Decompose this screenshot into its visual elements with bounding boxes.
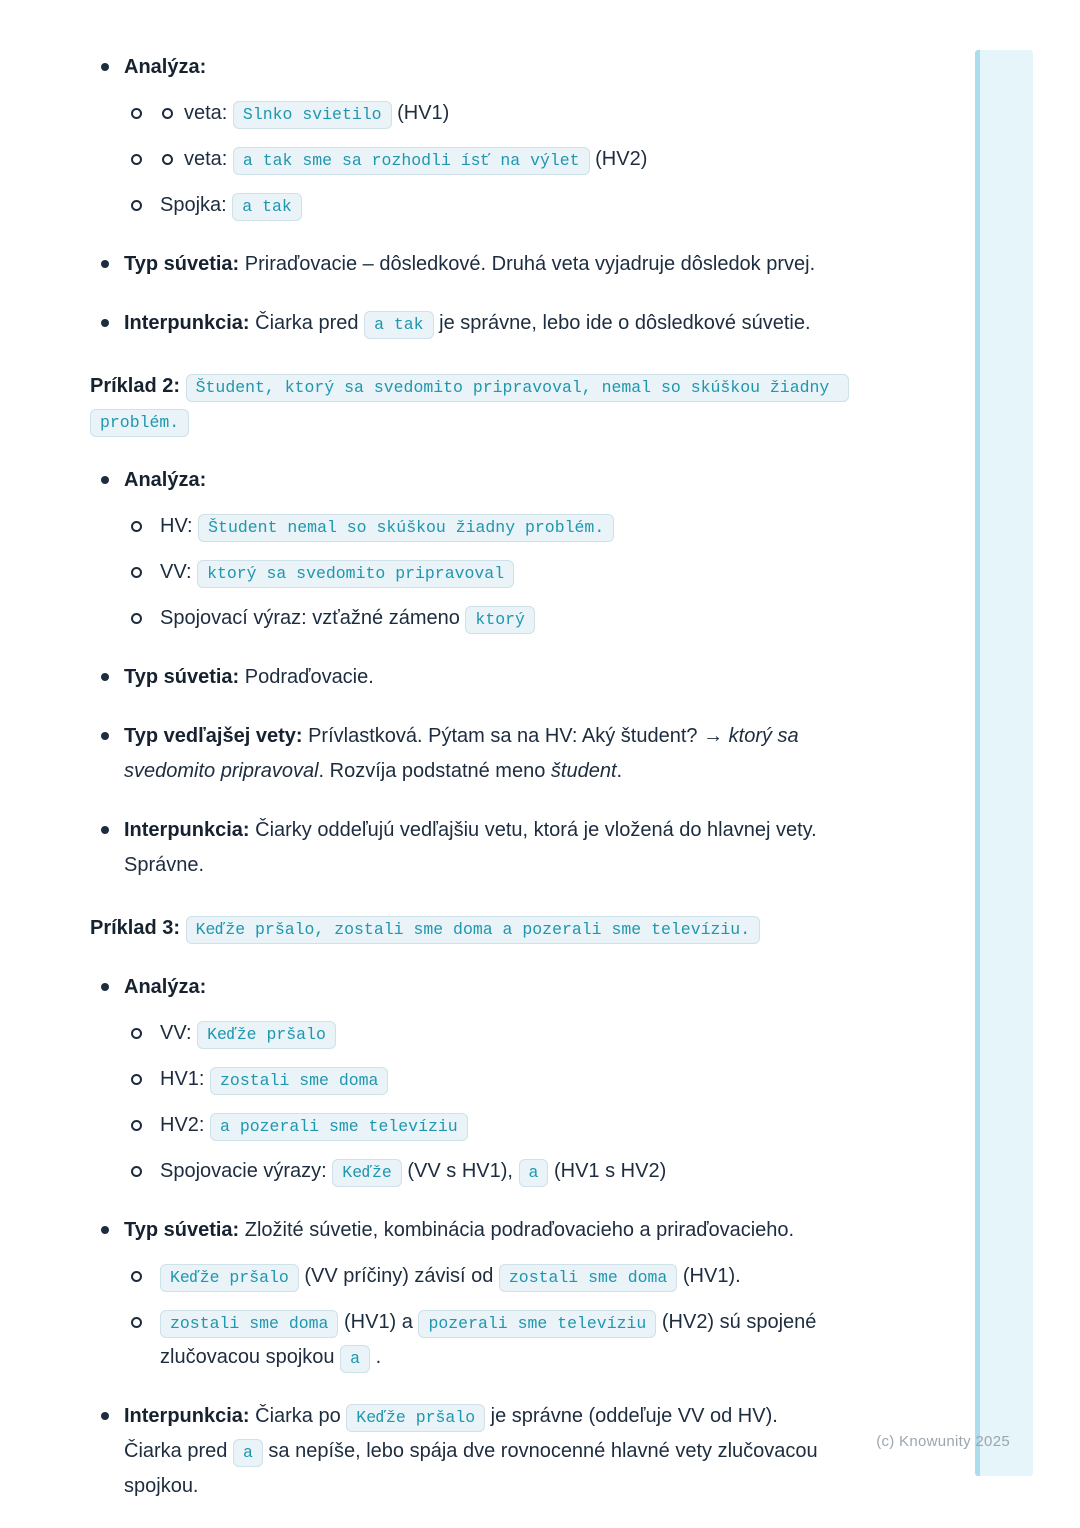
bullet-disc-icon	[101, 1226, 109, 1234]
term-label: Analýza:	[124, 56, 207, 78]
text-run: VV:	[160, 561, 198, 583]
list-item-level2	[90, 1259, 832, 1294]
code-chip: ktorý sa svedomito pripravoval	[197, 560, 514, 588]
example-paragraph	[90, 369, 840, 439]
code-chip: ktorý	[465, 606, 535, 634]
italic-text: študent	[550, 760, 617, 782]
list-item-level1	[90, 1213, 832, 1248]
bullet-disc-icon	[101, 673, 109, 681]
note-content	[90, 50, 840, 1504]
bullet-disc-icon	[101, 983, 109, 991]
bullet-circle-icon	[131, 613, 142, 624]
list-item-level2	[90, 1062, 832, 1097]
code-chip: Študent nemal so skúškou žiadny problém.	[198, 514, 614, 542]
bullet-circle-icon	[131, 108, 142, 119]
bullet-circle-icon	[131, 154, 142, 165]
text-run: Čiarky oddeľujú vedľajšiu vetu, ktorá je vložená do hlavnej vety. Správne.	[124, 819, 817, 876]
bullet-disc-icon	[101, 260, 109, 268]
list-item-level2	[90, 1154, 832, 1189]
code-chip: zostali sme doma	[210, 1067, 388, 1095]
code-chip: a tak	[364, 311, 434, 339]
code-chip: a pozerali sme televíziu	[210, 1113, 468, 1141]
text-run: .	[370, 1346, 382, 1368]
list-item-level1	[90, 660, 832, 695]
list-item-level2	[90, 1108, 832, 1143]
text-run: .	[616, 760, 623, 782]
code-chip: Keďže pršalo	[197, 1021, 336, 1049]
text-run: HV:	[160, 515, 199, 537]
code-chip: a	[519, 1159, 549, 1187]
list-item-level2	[90, 96, 832, 131]
bullet-circle-icon	[131, 1120, 142, 1131]
list-item-level2	[90, 188, 832, 223]
text-run: Spojovacie výrazy:	[160, 1160, 333, 1182]
text-run: HV2:	[160, 1114, 211, 1136]
text-run: . Rozvíja podstatné meno	[318, 760, 551, 782]
code-chip: pozerali sme televíziu	[418, 1310, 656, 1338]
list-item-level1	[90, 1399, 832, 1504]
code-chip: a tak sme sa rozhodli ísť na výlet	[233, 147, 590, 175]
list-item-level1	[90, 463, 832, 498]
code-chip: Keďže	[332, 1159, 402, 1187]
text-run: je správne (oddeľuje VV od HV). Čiarka pred	[124, 1405, 778, 1462]
code-chip: a	[340, 1345, 370, 1373]
bullet-circle-icon	[131, 1074, 142, 1085]
term-label: Interpunkcia:	[124, 1405, 250, 1427]
code-chip: Keďže pršalo	[346, 1404, 485, 1432]
term-label: Typ súvetia:	[124, 666, 240, 688]
bullet-disc-icon	[101, 1412, 109, 1420]
term-label: Typ súvetia:	[124, 1219, 240, 1241]
list-item-level2	[90, 555, 832, 590]
inline-circle-glyph	[162, 108, 173, 119]
text-run: je správne, lebo ide o dôsledkové súvetie.	[433, 312, 811, 334]
text-run: veta:	[184, 102, 233, 124]
term-label: Príklad 3:	[90, 917, 186, 939]
text-run: veta:	[184, 148, 233, 170]
bullet-circle-icon	[131, 200, 142, 211]
list-item-level1	[90, 306, 832, 341]
term-label: Typ súvetia:	[124, 253, 240, 275]
list-item-level2	[90, 1305, 832, 1375]
bullet-circle-icon	[131, 1028, 142, 1039]
text-run: Zložité súvetie, kombinácia podraďovacieho a priraďovacieho.	[239, 1219, 795, 1241]
text-run: (HV1)	[391, 102, 450, 124]
list-item-level2	[90, 142, 832, 177]
text-run: (HV2) sú spojené zlučovacou spojkou	[160, 1311, 817, 1368]
code-chip: Keďže pršalo	[160, 1264, 299, 1292]
term-label: Príklad 2:	[90, 375, 186, 397]
list-item-level2	[90, 1016, 832, 1051]
code-chip: a tak	[232, 193, 302, 221]
text-run: (VV s HV1),	[401, 1160, 519, 1182]
bullet-disc-icon	[101, 732, 109, 740]
text-run: Čiarka pred	[249, 312, 365, 334]
code-chip: Študent, ktorý sa svedomito pripravoval, nemal so skúškou žiadny problém.	[90, 374, 849, 437]
bullet-disc-icon	[101, 319, 109, 327]
text-run: (VV príčiny) závisí od	[298, 1265, 499, 1287]
code-chip: Slnko svietilo	[233, 101, 392, 129]
list-item-level1	[90, 970, 832, 1005]
text-run: Spojovací výraz: vzťažné zámeno	[160, 607, 466, 629]
code-chip: zostali sme doma	[499, 1264, 677, 1292]
text-run: (HV1) a	[338, 1311, 419, 1333]
text-run: HV1:	[160, 1068, 211, 1090]
example-paragraph	[90, 911, 832, 946]
text-run: Čiarka po	[249, 1405, 347, 1427]
text-run: VV:	[160, 1022, 198, 1044]
code-chip: Keďže pršalo, zostali sme doma a pozerali sme televíziu.	[186, 916, 761, 944]
text-run: Spojka:	[160, 194, 233, 216]
text-run: (HV2)	[589, 148, 648, 170]
text-run: (HV1).	[677, 1265, 741, 1287]
text-run: (HV1 s HV2)	[548, 1160, 667, 1182]
text-run: Prívlastková. Pýtam sa na HV: Aký študent? →	[302, 725, 729, 747]
term-label: Interpunkcia:	[124, 312, 250, 334]
text-run: Podraďovacie.	[239, 666, 374, 688]
text-run: sa nepíše, lebo spája dve rovnocenné hlavné vety zlučovacou spojkou.	[124, 1440, 818, 1497]
term-label: Analýza:	[124, 976, 207, 998]
code-chip: zostali sme doma	[160, 1310, 338, 1338]
list-item-level2	[90, 601, 832, 636]
term-label: Typ vedľajšej vety:	[124, 725, 303, 747]
page-edge-highlight-bar	[975, 50, 1033, 1476]
list-item-level1	[90, 50, 832, 85]
italic-text: ktorý sa svedomito pripravoval	[124, 725, 799, 782]
code-chip: a	[233, 1439, 263, 1467]
list-item-level1	[90, 719, 832, 789]
list-item-level1	[90, 247, 832, 282]
term-label: Interpunkcia:	[124, 819, 250, 841]
bullet-disc-icon	[101, 476, 109, 484]
inline-circle-glyph	[162, 154, 173, 165]
list-item-level1	[90, 813, 832, 883]
term-label: Analýza:	[124, 469, 207, 491]
bullet-circle-icon	[131, 1271, 142, 1282]
bullet-circle-icon	[131, 521, 142, 532]
bullet-disc-icon	[101, 826, 109, 834]
bullet-circle-icon	[131, 1166, 142, 1177]
bullet-disc-icon	[101, 63, 109, 71]
bullet-circle-icon	[131, 1317, 142, 1328]
text-run: Priraďovacie – dôsledkové. Druhá veta vyjadruje dôsledok prvej.	[239, 253, 816, 275]
bullet-circle-icon	[131, 567, 142, 578]
copyright-watermark: (c) Knowunity 2025	[876, 1433, 1010, 1450]
list-item-level2	[90, 509, 832, 544]
